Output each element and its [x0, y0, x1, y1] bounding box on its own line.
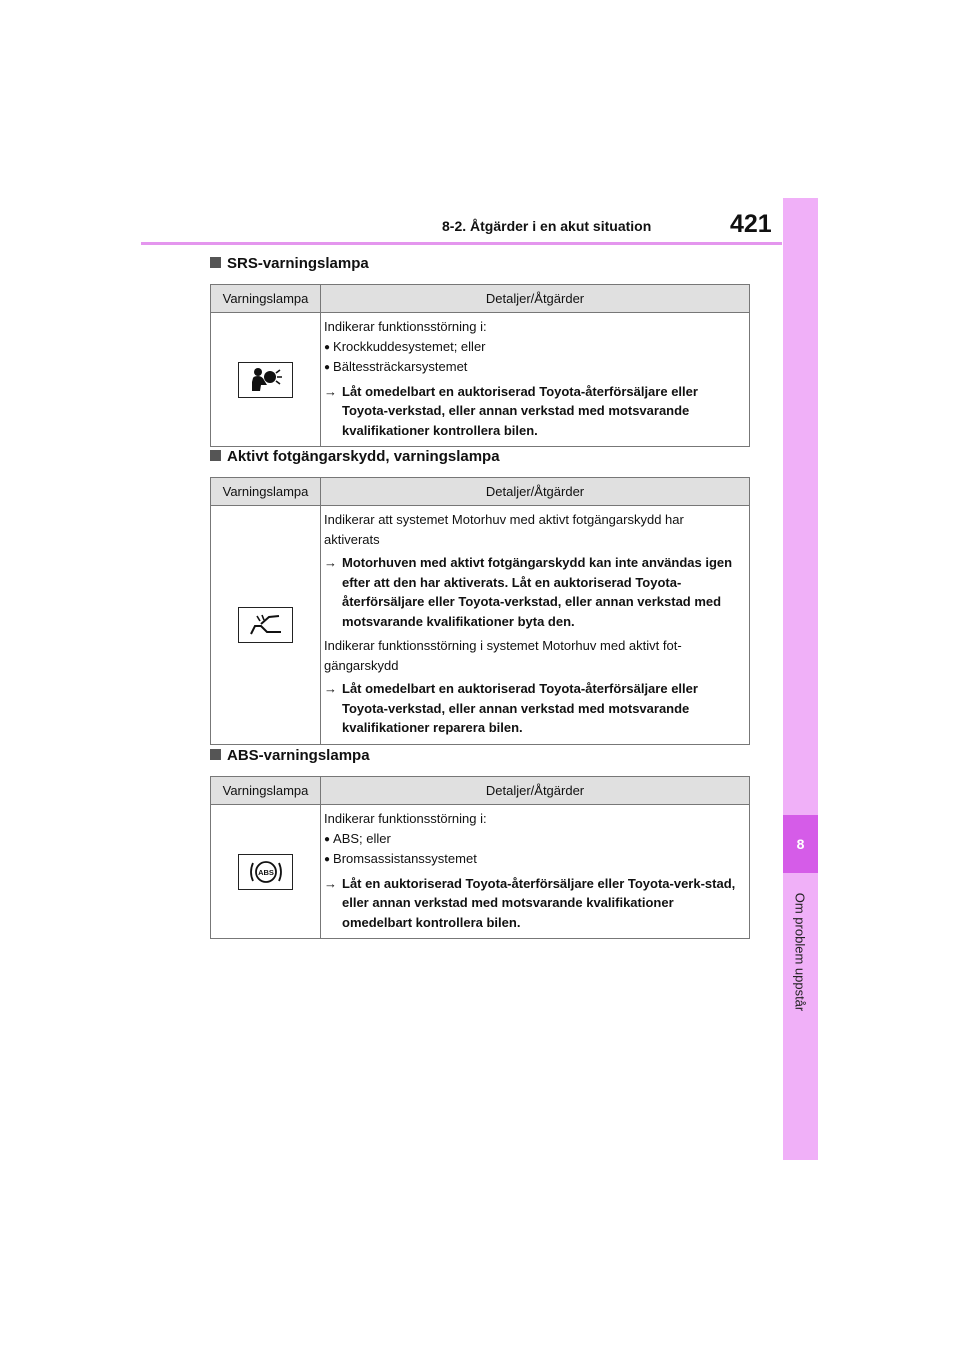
section-title: 8-2. Åtgärder i en akut situation	[442, 218, 652, 234]
column-header-details: Detaljer/Åtgärder	[321, 777, 750, 805]
action-text-content: Låt omedelbart en auktoriserad Toyota-återförsäljare eller Toyota-verkstad, eller annan verkstad med motsvarande kvalifikationer kontrollera bilen.	[342, 383, 698, 438]
column-header-warning-lamp: Varningslampa	[211, 478, 321, 506]
section-heading-text: SRS-varningslampa	[227, 255, 369, 272]
details-cell	[321, 506, 750, 745]
abs-icon-label: ABS	[257, 867, 274, 877]
airbag-warning-icon	[238, 362, 293, 398]
details-intro: Indikerar funktionsstörning i:	[324, 811, 487, 826]
list-item: ● Krockkuddesystemet; eller	[324, 337, 743, 358]
list-item: ● Bältessträckarsystemet	[324, 357, 743, 378]
arrow-icon: →	[324, 555, 337, 570]
column-header-warning-lamp: Varningslampa	[211, 777, 321, 805]
details-cell	[321, 805, 750, 939]
action-text-content: Låt omedelbart en auktoriserad Toyota-återförsäljare eller Toyota-verkstad, eller annan verkstad med motsvarande kvalifikationer reparera bilen.	[342, 681, 698, 735]
abs-warning-table	[210, 776, 750, 939]
header-rule	[141, 242, 782, 245]
icon-cell	[211, 506, 321, 745]
icon-cell	[211, 805, 321, 939]
details-intro-2: Indikerar funktionsstörning i systemet Motorhuv med aktivt fot-gängarskydd	[324, 638, 682, 673]
action-text-content: Låt en auktoriserad Toyota-återförsäljare eller Toyota-verk-stad, eller annan verkstad med motsvarande kvalifikationer omedelbart kontrollera bilen.	[342, 875, 736, 930]
heading-square-icon	[210, 749, 221, 760]
details-intro: Indikerar att systemet Motorhuv med aktivt fotgängarskydd har aktiverats	[324, 512, 684, 547]
icon-cell	[211, 313, 321, 447]
column-header-details: Detaljer/Åtgärder	[321, 285, 750, 313]
arrow-icon: →	[324, 681, 337, 696]
section-heading-text: ABS-varningslampa	[227, 747, 370, 764]
arrow-icon: →	[324, 875, 337, 891]
arrow-icon: →	[324, 383, 337, 399]
list-item: ● Bromsassistanssystemet	[324, 849, 743, 870]
section-heading-srs	[210, 255, 369, 272]
action-text	[324, 553, 743, 631]
action-text	[324, 382, 743, 441]
heading-square-icon	[210, 257, 221, 268]
pop-up-hood-warning-icon	[238, 607, 293, 643]
action-text	[324, 874, 743, 933]
abs-warning-icon	[238, 854, 293, 890]
heading-square-icon	[210, 450, 221, 461]
list-item: ● ABS; eller	[324, 829, 743, 850]
details-intro: Indikerar funktionsstörning i:	[324, 319, 487, 334]
action-text-content: Motorhuven med aktivt fotgängarskydd kan inte användas igen efter att den har aktiverats. Låt en auktoriserad Toyota-återförsäljare eller Toyota-verkstad, eller annan verkstad med motsvarande kvalifikationer byta den.	[342, 555, 733, 629]
section-heading-text: Aktivt fotgängarskydd, varningslampa	[227, 448, 500, 465]
column-header-warning-lamp: Varningslampa	[211, 285, 321, 313]
chapter-number: 8	[796, 836, 805, 852]
chapter-label: Om problem uppstår	[792, 892, 808, 1012]
section-heading-abs	[210, 747, 370, 764]
action-text	[324, 679, 743, 738]
pedestrian-warning-table	[210, 477, 750, 745]
section-heading-pedestrian	[210, 448, 500, 465]
page-number: 421	[730, 210, 772, 238]
details-cell	[321, 313, 750, 447]
srs-warning-table	[210, 284, 750, 447]
column-header-details: Detaljer/Åtgärder	[321, 478, 750, 506]
